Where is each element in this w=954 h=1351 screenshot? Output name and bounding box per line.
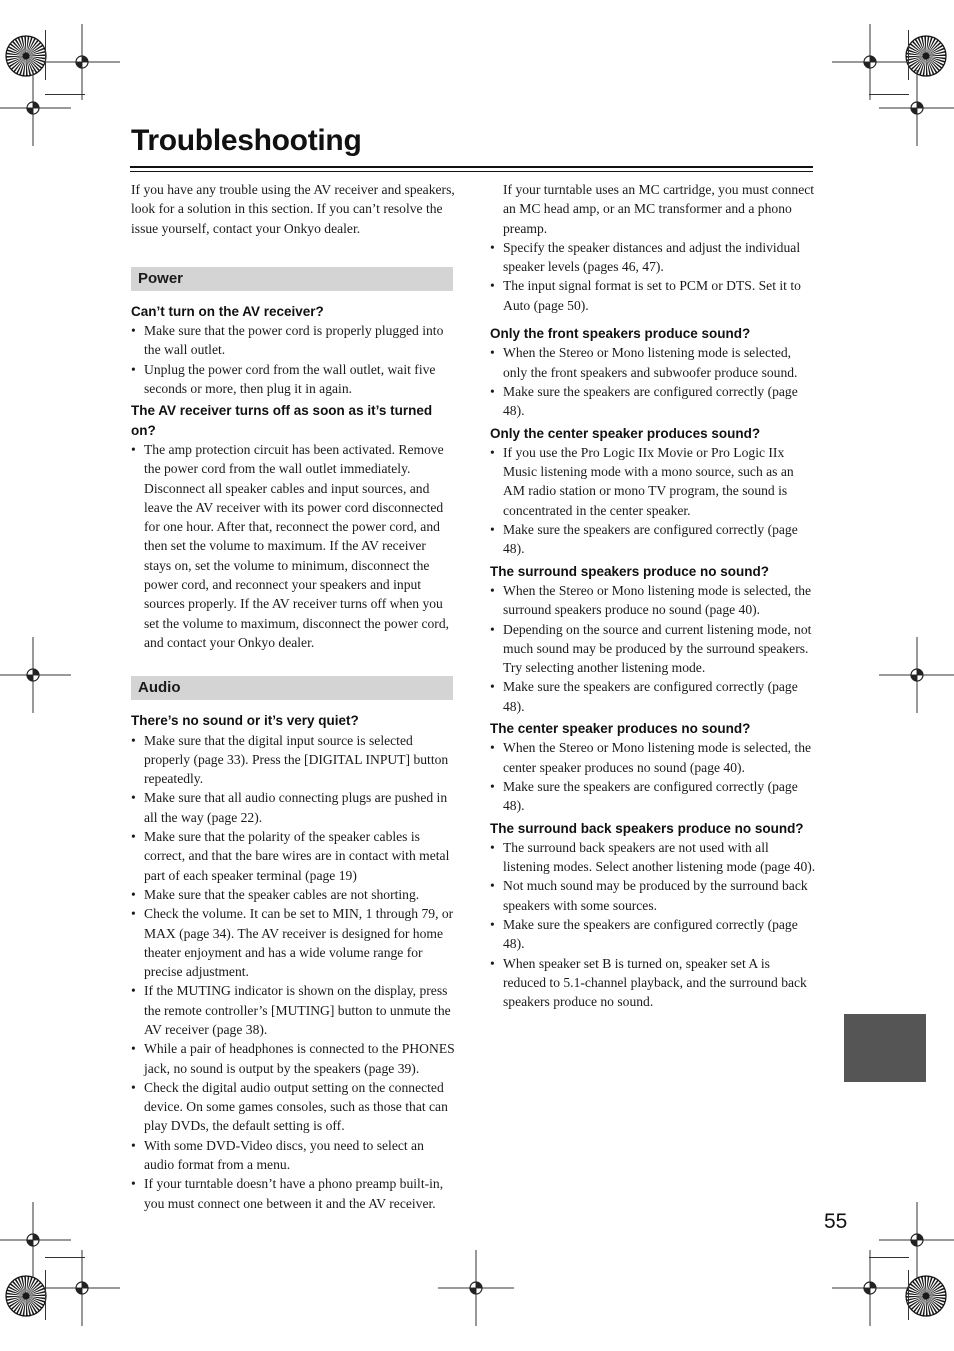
crop-mark [45,1257,85,1258]
left-column [131,180,455,1216]
crop-mark [45,30,46,80]
question-heading: Only the front speakers produce sound? [490,326,751,342]
title-rule [130,166,813,168]
registration-target-icon [0,70,71,146]
answer-list [490,343,816,420]
list-item: • Specify the speaker distances and adjust the individual speaker levels (pages 46, 47). [490,238,816,277]
list-item: • If the MUTING indicator is shown on the display, press the remote controller’s [MUTING] button to unmute the AV receiver (page 38). [131,981,455,1039]
list-item: • Depending on the source and current listening mode, not much sound may be produced by the surround speakers. Try selecting another listening mode. [490,620,816,678]
list-item: • Make sure the speakers are configured correctly (page 48). [490,915,816,954]
list-item: • The surround back speakers are not used with all listening modes. Select another listening mode (page 40). [490,838,816,877]
registration-target-icon [879,1202,954,1278]
crop-mark [45,1270,46,1320]
question-heading: The surround back speakers produce no sound? [490,820,804,836]
registration-target-icon [832,24,908,100]
crop-mark [908,1270,909,1320]
question-heading: The AV receiver turns off as soon as it’s turned on? [131,403,433,438]
list-item: • Unplug the power cord from the wall outlet, wait five seconds or more, then plug it in again. [131,360,455,399]
registration-target-icon [44,24,120,100]
page-number: 55 [824,1210,848,1233]
registration-target-icon [0,637,71,713]
title-rule-thin [130,171,813,172]
registration-target-icon [438,1250,514,1326]
list-item: • Make sure the speakers are configured correctly (page 48). [490,382,816,421]
answer-list [131,731,455,1213]
question-heading: The surround speakers produce no sound? [490,563,770,579]
registration-starburst-icon [906,36,946,76]
list-item: • If you use the Pro Logic IIx Movie or Pro Logic IIx Music listening mode with a mono source, such as an AM radio station or mono TV program, the sound is concentrated in the center speaker. [490,443,816,520]
registration-starburst-icon [6,36,46,76]
crop-mark [869,94,909,95]
answer-list [131,440,455,652]
registration-starburst-icon [906,1276,946,1316]
list-item: • When speaker set B is turned on, speaker set A is reduced to 5.1-channel playback, and the surround back speakers produce no sound. [490,954,816,1012]
list-item: • Make sure that the power cord is properly plugged into the wall outlet. [131,321,455,360]
list-item: • Make sure the speakers are configured correctly (page 48). [490,677,816,716]
question-heading: Only the center speaker produces sound? [490,425,761,441]
list-item: • Make sure that the speaker cables are not shorting. [131,885,455,904]
list-item: • When the Stereo or Mono listening mode is selected, the center speaker produces no sound (page 40). [490,738,816,777]
crop-mark [908,30,909,80]
question-heading: There’s no sound or it’s very quiet? [131,713,359,729]
right-column [490,180,816,1014]
list-item: • Check the digital audio output setting on the connected device. On some games consoles, such as those that can play DVDs, the default setting is off. [131,1078,455,1136]
list-item: • With some DVD-Video discs, you need to select an audio format from a menu. [131,1136,455,1175]
list-item: • The amp protection circuit has been activated. Remove the power cord from the wall outlet immediately. Disconnect all speaker cables and input sources, and leave the AV receiver with its power cord disconnected for one hour. After that, reconnect the power cord, and then set the volume to maximum. If the AV receiver stays on, set the volume to minimum, disconnect the power cord, and reconnect your speakers and input sources properly. If the AV receiver turns off when you set the volume to maximum, disconnect the power cord, and contact your Onkyo dealer. [131,440,455,652]
crop-mark [45,94,85,95]
crop-mark [869,1257,909,1258]
section-tab-block [844,1014,926,1082]
list-item: • The input signal format is set to PCM or DTS. Set it to Auto (page 50). [490,276,816,315]
answer-list [490,738,816,815]
list-item: • When the Stereo or Mono listening mode is selected, the surround speakers produce no sound (page 40). [490,581,816,620]
answer-list [490,838,816,1012]
list-item: • If your turntable doesn’t have a phono preamp built-in, you must connect one between it and the AV receiver. [131,1174,455,1213]
list-item: • Make sure that the polarity of the speaker cables is correct, and that the bare wires are in contact with metal part of each speaker terminal (page 19) [131,827,455,885]
page-title: Troubleshooting [131,124,362,157]
answer-list [490,238,816,315]
section-heading-audio: Audio [131,676,453,700]
answer-list [490,581,816,716]
list-item: • When the Stereo or Mono listening mode is selected, only the front speakers and subwoofer produce sound. [490,343,816,382]
registration-target-icon [0,1202,71,1278]
answer-list [490,443,816,559]
answer-list [131,321,455,398]
list-item: • While a pair of headphones is connected to the PHONES jack, no sound is output by the speakers (page 39). [131,1039,455,1078]
registration-target-icon [879,637,954,713]
question-heading: Can’t turn on the AV receiver? [131,303,324,319]
registration-target-icon [879,70,954,146]
registration-target-icon [44,1250,120,1326]
registration-starburst-icon [6,1276,46,1316]
section-heading-power: Power [131,267,453,291]
list-item: • Not much sound may be produced by the surround back speakers with some sources. [490,876,816,915]
registration-target-icon [832,1250,908,1326]
list-item: • Check the volume. It can be set to MIN, 1 through 79, or MAX (page 34). The AV receiver is designed for home theater enjoyment and has a wide volume range for precise adjustment. [131,904,455,981]
intro-paragraph: If you have any trouble using the AV receiver and speakers, look for a solution in this section. If you can’t resolve the issue yourself, contact your Onkyo dealer. [131,182,455,236]
list-item: • Make sure the speakers are configured correctly (page 48). [490,777,816,816]
continued-paragraph: If your turntable uses an MC cartridge, you must connect an MC head amp, or an MC transformer and a phono preamp. [503,182,815,236]
list-item: • Make sure that the digital input source is selected properly (page 33). Press the [DIGITAL INPUT] button repeatedly. [131,731,455,789]
list-item: • Make sure that all audio connecting plugs are pushed in all the way (page 22). [131,788,455,827]
list-item: • Make sure the speakers are configured correctly (page 48). [490,520,816,559]
question-heading: The center speaker produces no sound? [490,721,751,737]
